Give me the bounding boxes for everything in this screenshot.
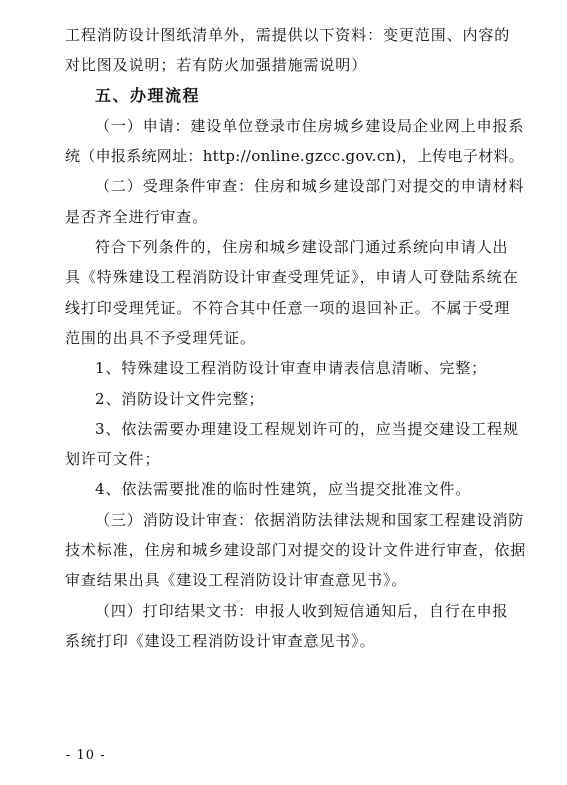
list-item: 3、依法需要办理建设工程规划许可的，应当提交建设工程规 xyxy=(95,419,519,438)
paragraph-line: 审查结果出具《建设工程消防设计审查意见书》。 xyxy=(65,571,408,590)
list-item: 4、依法需要批准的临时性建筑，应当提交批准文件。 xyxy=(95,480,472,499)
section-heading: 五、办理流程 xyxy=(95,85,201,105)
paragraph-line: （四）打印结果文书：申报人收到短信通知后，自行在申报 xyxy=(95,601,509,620)
paragraph-line: 系统打印《建设工程消防设计审查意见书》。 xyxy=(65,631,376,650)
paragraph-line: 工程消防设计图纸清单外，需提供以下资料：变更范围、内容的 xyxy=(65,26,511,44)
paragraph-line: 是否齐全进行审查。 xyxy=(65,207,209,226)
paragraph-line: 技术标准，住房和城乡建设部门对提交的设计文件进行审查，依据 xyxy=(65,541,527,560)
paragraph-line: （一）申请：建设单位登录市住房城乡建设局企业网上申报系 xyxy=(95,116,525,135)
list-item: 2、消防设计文件完整； xyxy=(95,389,265,408)
paragraph-line: 线打印受理凭证。不符合其中任意一项的退回补正。不属于受理 xyxy=(65,298,511,317)
paragraph-line: 具《特殊建设工程消防设计审查受理凭证》，申请人可登陆系统在 xyxy=(65,268,519,287)
paragraph-line: 统（申报系统网址：http://online.gzcc.gov.cn)，上传电子材料。 xyxy=(65,147,525,166)
paragraph-line: 范围的出具不予受理凭证。 xyxy=(65,328,256,347)
paragraph-line: （二）受理条件审查：住房和城乡建设部门对提交的申请材料 xyxy=(95,177,525,196)
page-number: - 10 - xyxy=(66,748,106,763)
paragraph-line: （三）消防设计审查：依据消防法律法规和国家工程建设消防 xyxy=(95,510,525,529)
paragraph-line: 对比图及说明；若有防火加强措施需说明） xyxy=(65,56,368,75)
list-item-continuation: 划许可文件； xyxy=(65,450,161,469)
document-body xyxy=(65,20,525,656)
list-item: 1、特殊建设工程消防设计审查申请表信息清晰、完整； xyxy=(95,359,488,378)
paragraph-line: 符合下列条件的，住房和城乡建设部门通过系统向申请人出 xyxy=(95,238,509,257)
